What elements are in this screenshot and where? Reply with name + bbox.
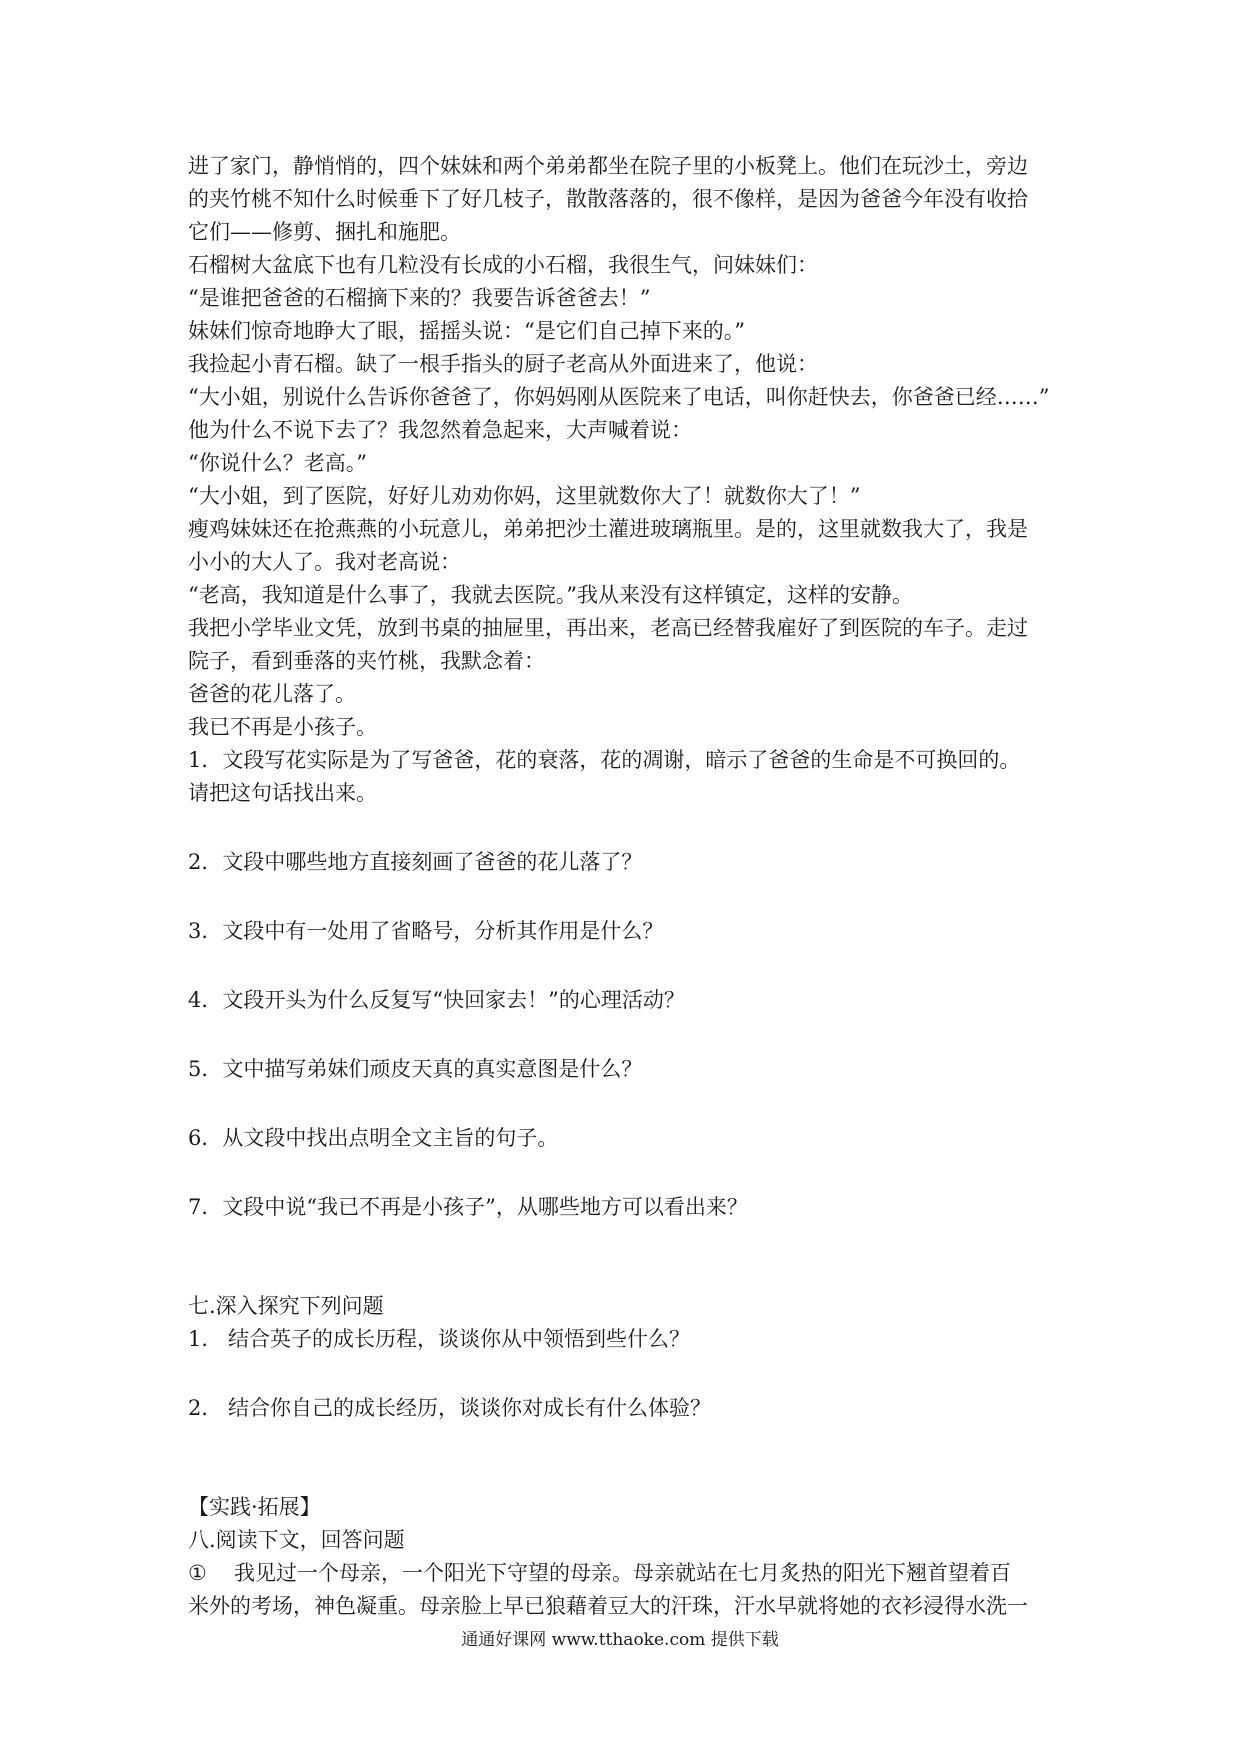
question-list <box>188 744 1068 1224</box>
passage-line: “大小姐，到了医院，好好儿劝劝你妈，这里就数你大了！就数你大了！” <box>188 484 861 508</box>
answer-space <box>188 948 1068 984</box>
passage-line: 院子，看到垂落的夹竹桃，我默念着： <box>188 649 545 673</box>
section-7-item-1 <box>188 1323 1068 1356</box>
item-number: 1． <box>188 1327 223 1351</box>
passage-line: 妹妹们惊奇地睁大了眼，摇摇头说：“是它们自己掉下来的。” <box>188 319 745 343</box>
passage-line: 它们——修剪、捆扎和施肥。 <box>188 220 461 244</box>
paragraph-1-line-2: 米外的考场，神色凝重。母亲脸上早已狼藉着豆大的汗珠，汗水早就将她的衣衫浸得水洗一 <box>188 1594 1028 1618</box>
section-8 <box>188 1491 1068 1623</box>
reading-passage <box>188 150 1068 744</box>
answer-space <box>188 1356 1068 1392</box>
section-7 <box>188 1290 1068 1425</box>
passage-line: 爸爸的花儿落了。 <box>188 682 356 706</box>
question-6: 6．从文段中找出点明全文主旨的句子。 <box>188 1126 559 1150</box>
passage-line: 我把小学毕业文凭，放到书桌的抽屉里，再出来，老高已经替我雇好了到医院的车子。走过 <box>188 616 1028 640</box>
practice-heading: 【实践·拓展】 <box>188 1495 321 1519</box>
question-7: 7．文段中说“我已不再是小孩子”，从哪些地方可以看出来？ <box>188 1195 748 1219</box>
item-text: 结合英子的成长历程，谈谈你从中领悟到些什么？ <box>228 1327 690 1351</box>
document-body <box>188 150 1068 1623</box>
item-text: 结合你自己的成长经历，谈谈你对成长有什么体验？ <box>228 1396 711 1420</box>
passage-line: 石榴树大盆底下也有几粒没有长成的小石榴，我很生气，问妹妹们： <box>188 253 818 277</box>
page-footer: 通通好课网 www.tthaoke.com 提供下载 <box>461 1630 779 1650</box>
passage-line: 进了家门，静悄悄的，四个妹妹和两个弟弟都坐在院子里的小板凳上。他们在玩沙土，旁边 <box>188 154 1028 178</box>
answer-space <box>188 1086 1068 1122</box>
passage-line: 我已不再是小孩子。 <box>188 715 377 739</box>
passage-line: “大小姐，别说什么告诉你爸爸了，你妈妈刚从医院来了电话，叫你赶快去，你爸爸已经……” <box>188 385 1050 409</box>
answer-space <box>188 1017 1068 1053</box>
question-3: 3．文段中有一处用了省略号，分析其作用是什么？ <box>188 919 664 943</box>
section-gap <box>188 1224 1068 1290</box>
section-8-heading: 八.阅读下文，回答问题 <box>188 1528 405 1552</box>
question-4: 4．文段开头为什么反复写“快回家去！”的心理活动？ <box>188 988 685 1012</box>
section-7-item-2 <box>188 1392 1068 1425</box>
passage-line: 他为什么不说下去了？我忽然着急起来，大声喊着说： <box>188 418 692 442</box>
answer-space <box>188 1155 1068 1191</box>
paragraph-1-line-1 <box>188 1557 1068 1590</box>
paragraph-number: ① <box>188 1561 207 1585</box>
passage-line: “老高，我知道是什么事了，我就去医院。”我从来没有这样镇定，这样的安静。 <box>188 583 913 607</box>
answer-space <box>188 810 1068 846</box>
question-1-line-1: 1．文段写花实际是为了写爸爸，花的衰落，花的凋谢，暗示了爸爸的生命是不可换回的。 <box>188 748 1021 772</box>
passage-line: 的夹竹桃不知什么时候垂下了好几枝子，散散落落的，很不像样，是因为爸爸今年没有收拾 <box>188 187 1028 211</box>
section-7-heading: 七.深入探究下列问题 <box>188 1294 384 1318</box>
section-gap <box>188 1425 1068 1491</box>
question-1-line-2: 请把这句话找出来。 <box>188 781 377 805</box>
passage-line: 小小的大人了。我对老高说： <box>188 550 461 574</box>
item-number: 2． <box>188 1396 223 1420</box>
paragraph-text: 我见过一个母亲，一个阳光下守望的母亲。母亲就站在七月炙热的阳光下翘首望着百 <box>234 1561 1011 1585</box>
question-5: 5．文中描写弟妹们顽皮天真的真实意图是什么？ <box>188 1057 643 1081</box>
answer-space <box>188 879 1068 915</box>
passage-line: 瘦鸡妹妹还在抢燕燕的小玩意儿，弟弟把沙土灌进玻璃瓶里。是的，这里就数我大了，我是 <box>188 517 1028 541</box>
passage-line: “是谁把爸爸的石榴摘下来的？我要告诉爸爸去！” <box>188 286 651 310</box>
question-2: 2．文段中哪些地方直接刻画了爸爸的花儿落了？ <box>188 850 643 874</box>
passage-line: 我捡起小青石榴。缺了一根手指头的厨子老高从外面进来了，他说： <box>188 352 818 376</box>
passage-line: “你说什么？老高。” <box>188 451 367 475</box>
